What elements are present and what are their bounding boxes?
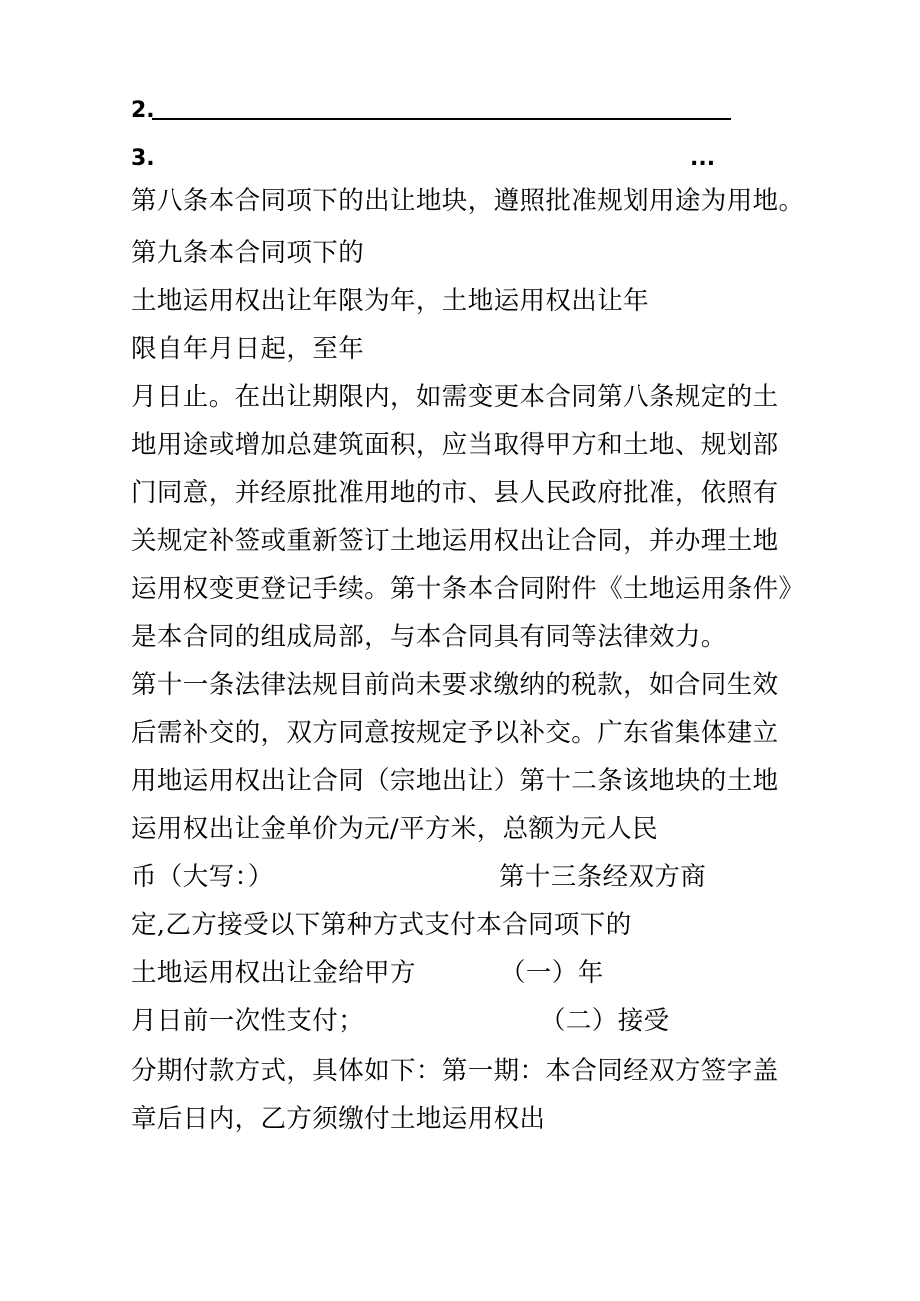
text-line-12: 后需补交的，双方同意按规定予以补交。广东省集体建立 xyxy=(131,718,779,748)
text-line-3: 土地运用权出让年限为年，土地运用权出让年 xyxy=(131,286,650,316)
item-3-ellipsis: ... xyxy=(690,146,716,171)
text-line-19: 分期付款方式，具体如下：第一期：本合同经双方签字盖 xyxy=(131,1056,779,1086)
text-line-17-left: 土地运用权出让金给甲方 xyxy=(131,958,416,988)
text-line-2: 第九条本合同项下的 xyxy=(131,238,365,268)
item-3-label: 3. xyxy=(131,146,155,171)
text-line-1: 第八条本合同项下的出让地块，遵照批准规划用途为用地。 xyxy=(131,186,805,216)
text-line-4: 限自年月日起，至年 xyxy=(131,334,365,364)
text-line-14: 运用权出让金单价为元/平方米，总额为元人民 xyxy=(131,814,658,844)
text-line-18-left: 月日前一次性支付； xyxy=(131,1006,365,1036)
text-line-18-right: （二）接受 xyxy=(540,1006,670,1036)
text-line-11: 第十一条法律法规目前尚未要求缴纳的税款，如合同生效 xyxy=(131,670,779,700)
text-line-13: 用地运用权出让合同（宗地出让）第十二条该地块的土地 xyxy=(131,766,779,796)
text-line-15-right: 第十三条经双方商 xyxy=(499,862,707,892)
item-2-label: 2. xyxy=(131,98,155,123)
text-line-10: 是本合同的组成局部，与本合同具有同等法律效力。 xyxy=(131,622,727,652)
text-line-16: 定,乙方接受以下第种方式支付本合同项下的 xyxy=(131,910,632,940)
item-2-blank-line xyxy=(152,118,731,120)
text-line-7: 门同意，并经原批准用地的市、县人民政府批准，依照有 xyxy=(131,478,779,508)
text-line-9: 运用权变更登记手续。第十条本合同附件《土地运用条件》 xyxy=(131,574,805,604)
text-line-8: 关规定补签或重新签订土地运用权出让合同，并办理土地 xyxy=(131,526,779,556)
text-line-5: 月日止。在出让期限内，如需变更本合同第八条规定的土 xyxy=(131,382,779,412)
text-line-17-right: （一）年 xyxy=(500,958,604,988)
text-line-15-left: 币（大写：） xyxy=(131,862,274,892)
text-line-20: 章后日内，乙方须缴付土地运用权出 xyxy=(131,1104,546,1134)
text-line-6: 地用途或增加总建筑面积，应当取得甲方和土地、规划部 xyxy=(131,430,779,460)
